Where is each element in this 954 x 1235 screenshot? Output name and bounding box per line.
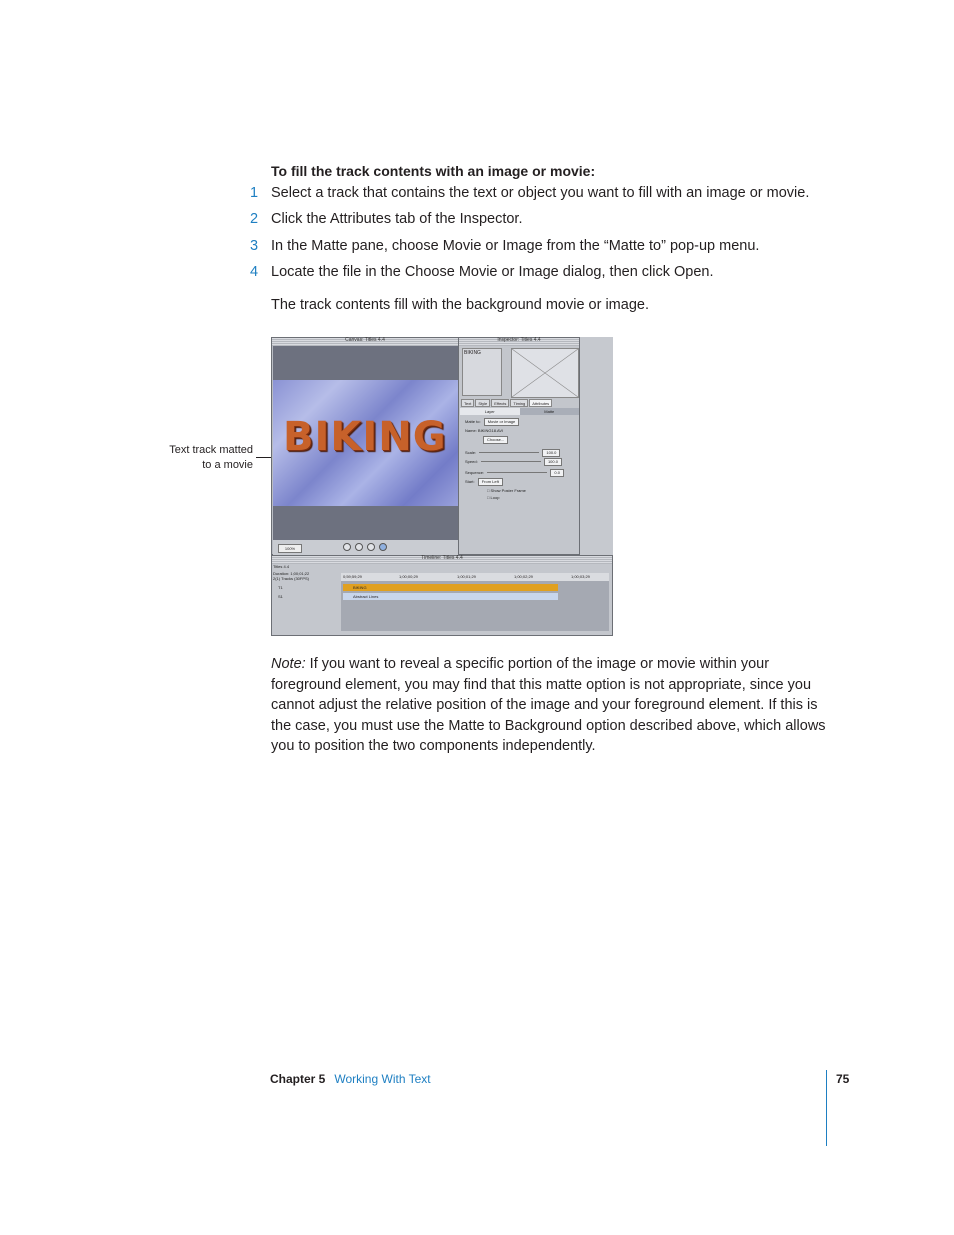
speed-row [465,458,562,466]
sequence-label: Sequence: [465,470,485,475]
page-number: 75 [836,1072,850,1086]
sequence-row [465,469,564,477]
chapter-label: Chapter 5 [270,1072,326,1086]
step-number: 2 [250,211,259,227]
canvas-titlebar [272,338,458,346]
loop-row[interactable] [487,495,499,501]
matte-thumbnail [511,348,579,398]
footer-chapter [270,1072,431,1086]
timeline-window [271,555,613,636]
matte-to-label: Matte to: [465,419,481,424]
timeline-title: Timeline: Titles 4.4 [421,555,463,561]
timeline-tracks-info: 2(1) Tracks (30FPS) [273,576,310,581]
step-text: Locate the file in the Choose Movie or Image dialog, then click Open. [271,264,714,280]
scale-row [465,449,560,457]
start-row [465,478,503,486]
track-label-2: S1 [278,594,283,599]
show-poster-label: Show Poster Frame [490,488,526,493]
speed-slider[interactable] [481,461,541,462]
timeline-duration: Duration: 1;00;01;22 [273,571,310,576]
track-label-1: T1 [278,585,283,590]
timeline-clip-background[interactable]: Abstract Lines [343,593,558,600]
attribute-subtabs [460,408,579,415]
start-label: Start: [465,479,475,484]
note-paragraph [271,654,826,757]
forward-button[interactable] [367,543,375,551]
result-paragraph: The track contents fill with the background movie or image. [271,297,649,313]
canvas-window [271,337,459,555]
name-label: Name: [465,428,477,433]
show-poster-checkbox[interactable]: □ [487,488,490,493]
scale-label: Scale: [465,450,477,455]
timeline-track-area[interactable] [341,573,609,631]
ruler-tick: 1;00;02;29 [514,574,533,579]
inspector-tabs [461,399,552,407]
inspector-title: Inspector: Titles 4.4 [497,337,541,343]
step-number: 3 [250,238,259,254]
canvas-letterbox-top [273,346,459,380]
callout-label [150,443,253,473]
step-2 [0,211,900,233]
ruler-tick: 1;00;03;29 [571,574,590,579]
step-4 [0,264,900,286]
choose-button[interactable]: Choose... [483,436,508,444]
matte-to-popup[interactable]: Movie or Image [484,418,520,426]
step-text: In the Matte pane, choose Movie or Image from the “Matte to” pop-up menu. [271,238,760,254]
scale-slider[interactable] [479,452,539,453]
ruler-tick: 1;00;01;29 [457,574,476,579]
canvas-letterbox-bottom [273,506,459,540]
step-text: Select a track that contains the text or object you want to fill with an image or movie. [271,185,810,201]
callout-line-1: Text track matted [169,444,253,456]
tab-style[interactable]: Style [475,399,490,407]
loop-button[interactable] [379,543,387,551]
note-text: If you want to reveal a specific portion of the image or movie within your foreground element, you may find that this matte option is not appropriate, since you cannot adjust the relative position of the image and your foreground element. If this is the case, you must use the Matte to Background option described above, which allows you to position the two components independently. [271,656,826,755]
speed-label: Speed: [465,459,478,464]
tab-attributes[interactable]: Attributes [529,399,552,407]
callout-line-2: to a movie [202,459,253,471]
step-1 [0,185,900,207]
sequence-slider[interactable] [487,472,547,473]
scale-field[interactable]: 100.0 [542,449,560,457]
callout-leader-line [256,457,272,458]
inspector-titlebar [459,338,579,346]
footer-divider [826,1070,827,1146]
procedure-heading: To fill the track contents with an image or movie: [271,163,596,179]
speed-field[interactable]: 100.0 [544,458,562,466]
sequence-field[interactable]: 0.0 [550,469,564,477]
subtab-matte[interactable]: Matte [544,409,555,414]
timeline-ruler[interactable] [341,573,609,581]
name-row [465,428,503,434]
name-value: BIKING18.AVI [477,428,504,433]
loop-label: Loop [490,495,500,500]
inspector-preview [462,348,502,396]
subtab-layer[interactable]: Layer [460,408,520,415]
timeline-clip-text[interactable]: BIKING [343,584,558,591]
canvas-controls [273,540,459,555]
choose-row [481,436,508,444]
application-screenshot [271,337,613,636]
ruler-tick: 0;59;59;29 [343,574,362,579]
chapter-title: Working With Text [334,1072,431,1086]
start-popup[interactable]: From Left [478,478,503,486]
play-button[interactable] [355,543,363,551]
ruler-tick: 1;00;00;29 [399,574,418,579]
show-poster-row[interactable] [487,488,526,494]
note-label: Note: [271,656,306,672]
loop-checkbox[interactable]: □ [487,495,490,500]
rewind-button[interactable] [343,543,351,551]
timeline-tab[interactable]: Titles 4.4 [273,564,290,569]
preview-label: BIKING [464,350,481,356]
canvas-title: Canvas: Titles 4.4 [345,337,385,343]
canvas-video-frame [273,380,459,506]
zoom-popup[interactable]: 100% [278,544,302,553]
inspector-window [458,337,580,555]
tab-timing[interactable]: Timing [510,399,528,407]
matte-to-row [465,418,519,426]
step-number: 1 [250,185,259,201]
step-text: Click the Attributes tab of the Inspector. [271,211,523,227]
canvas-title-text: BIKING [283,414,447,460]
step-number: 4 [250,264,259,280]
tab-text[interactable]: Text [461,399,474,407]
step-3 [0,238,900,260]
tab-effects[interactable]: Effects [491,399,509,407]
